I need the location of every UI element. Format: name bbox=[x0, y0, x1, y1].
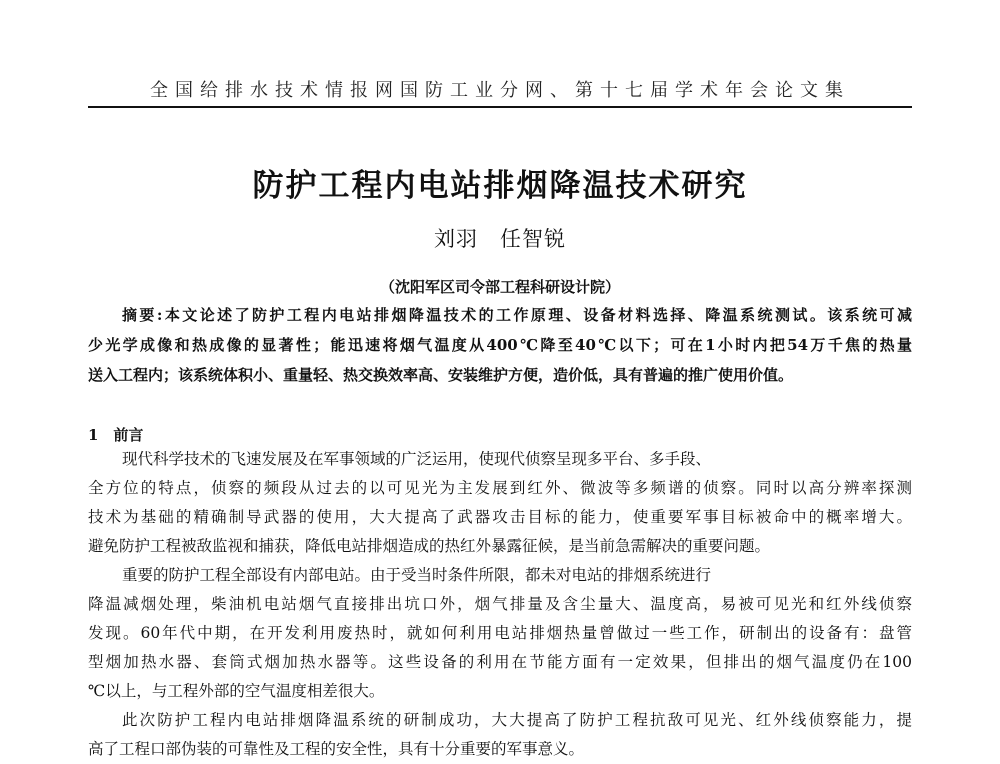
section-body bbox=[88, 445, 912, 764]
abstract-line: 摘要:本文论述了防护工程内电站排烟降温技术的工作原理、设备材料选择、降温系统测试。该系统可减 bbox=[122, 306, 912, 324]
body-line: 降温减烟处理，柴油机电站烟气直接排出坑口外，烟气排量及含尘量大、温度高，易被可见光和红外线侦察 bbox=[88, 595, 912, 613]
body-line: ℃以上，与工程外部的空气温度相差很大。 bbox=[88, 682, 385, 700]
paper-authors: 刘羽 任智锐 bbox=[434, 227, 566, 251]
body-line: 技术为基础的精确制导武器的使用，大大提高了武器攻击目标的能力，使重要军事目标被命中的概率增大。 bbox=[88, 508, 912, 526]
abstract bbox=[88, 300, 912, 390]
paper-title: 防护工程内电站排烟降温技术研究 bbox=[252, 168, 748, 204]
body-line: 重要的防护工程全部设有内部电站。由于受当时条件所限，都未对电站的排烟系统进行 bbox=[122, 566, 712, 584]
body-line: 此次防护工程内电站排烟降温系统的研制成功，大大提高了防护工程抗敌可见光、红外线侦察能力，提 bbox=[122, 711, 912, 729]
running-header: 全国给排水技术情报网国防工业分网、第十七届学术年会论文集 bbox=[150, 80, 850, 101]
body-line: 全方位的特点，侦察的频段从过去的以可见光为主发展到红外、微波等多频谱的侦察。同时以高分辨率探测 bbox=[88, 479, 912, 497]
body-line: 发现。60年代中期，在开发利用废热时，就如何利用电站排烟热量曾做过一些工作，研制出的设备有：盘管 bbox=[88, 624, 912, 642]
body-line: 避免防护工程被敌监视和捕获，降低电站排烟造成的热红外暴露征候，是当前急需解决的重要问题。 bbox=[88, 537, 771, 555]
abstract-line: 少光学成像和热成像的显著性；能迅速将烟气温度从400℃降至40℃以下；可在1小时内把54万千焦的热量 bbox=[88, 336, 912, 354]
body-line: 型烟加热水器、套筒式烟加热水器等。这些设备的利用在节能方面有一定效果，但排出的烟气温度仍在100 bbox=[88, 653, 912, 671]
header-rule bbox=[88, 106, 912, 108]
body-line: 高了工程口部伪装的可靠性及工程的安全性，具有十分重要的军事意义。 bbox=[88, 740, 585, 758]
section-heading: 1 前言 bbox=[88, 426, 144, 444]
paper-affiliation: （沈阳军区司令部工程科研设计院） bbox=[379, 278, 620, 296]
abstract-line: 送入工程内；该系统体积小、重量轻、热交换效率高、安装维护方便，造价低，具有普遍的推广使用价值。 bbox=[88, 366, 794, 384]
body-line: 现代科学技术的飞速发展及在军事领域的广泛运用，使现代侦察呈现多平台、多手段、 bbox=[122, 450, 712, 468]
